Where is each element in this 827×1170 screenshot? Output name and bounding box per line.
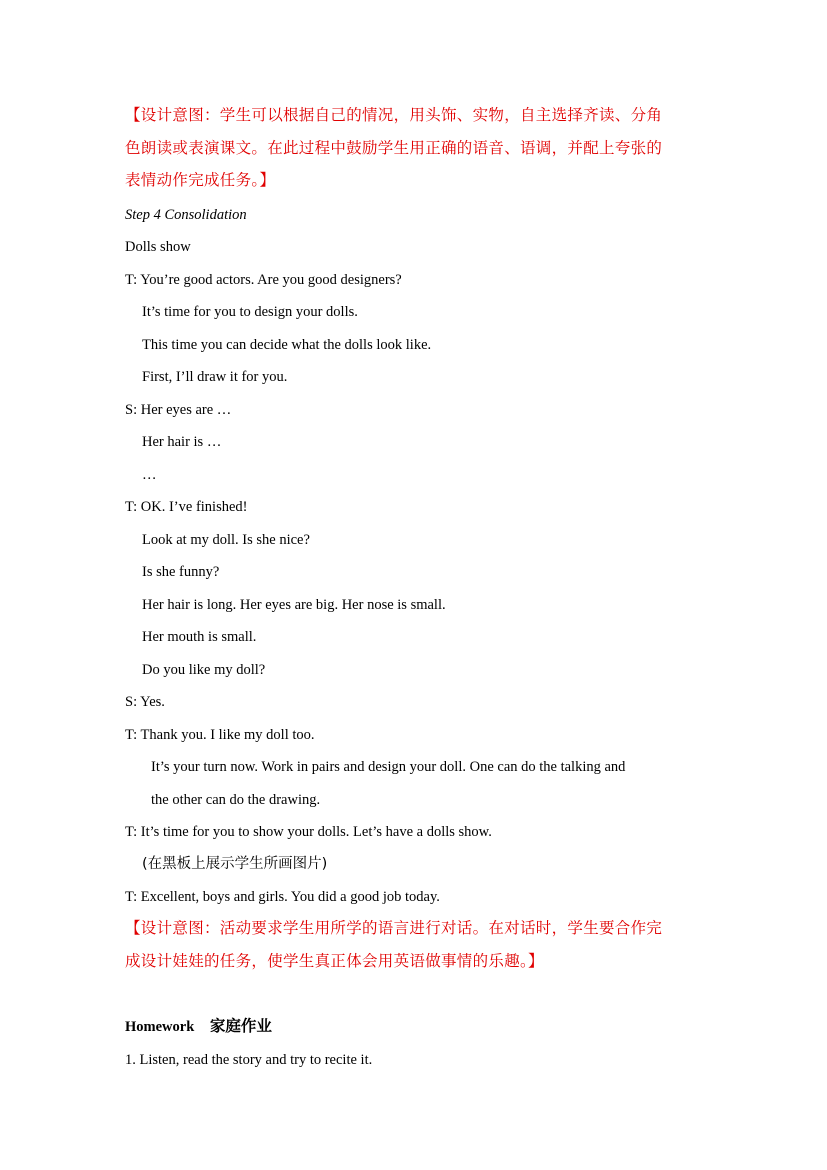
step-heading: Step 4 Consolidation	[125, 207, 247, 223]
dialogue-line: (在黑板上展示学生所画图片)	[142, 856, 328, 872]
homework-label-en: Homework	[125, 1019, 195, 1035]
subheading: Dolls show	[125, 239, 191, 255]
dialogue-line: It’s your turn now. Work in pairs and design your doll. One can do the talking and	[151, 759, 626, 775]
dialogue-line: T: It’s time for you to show your dolls. Let’s have a dolls show.	[125, 824, 492, 840]
dialogue-line: Is she funny?	[142, 564, 220, 580]
homework-heading	[125, 1017, 272, 1037]
dialogue-line: Her mouth is small.	[142, 629, 257, 645]
design-note-1-line-1: 【设计意图：学生可以根据自己的情况，用头饰、实物，自主选择齐读、分角	[125, 107, 663, 124]
dialogue-line: Do you like my doll?	[142, 662, 266, 678]
dialogue-line: It’s time for you to design your dolls.	[142, 304, 358, 320]
dialogue-line: T: OK. I’ve finished!	[125, 499, 248, 515]
dialogue-line: T: Thank you. I like my doll too.	[125, 727, 315, 743]
design-note-1-line-2: 色朗读或表演课文。在此过程中鼓励学生用正确的语音、语调，并配上夸张的	[125, 140, 663, 157]
dialogue-line: S: Yes.	[125, 694, 165, 710]
dialogue-line: T: You’re good actors. Are you good designers?	[125, 272, 402, 288]
design-note-2-line-2: 成设计娃娃的任务，使学生真正体会用英语做事情的乐趣。】	[125, 953, 544, 970]
dialogue-line: …	[142, 467, 157, 483]
design-note-2-line-1: 【设计意图：活动要求学生用所学的语言进行对话。在对话时，学生要合作完	[125, 920, 663, 937]
dialogue-line: the other can do the drawing.	[151, 792, 321, 808]
homework-item: 1. Listen, read the story and try to recite it.	[125, 1052, 373, 1068]
design-note-1-line-3: 表情动作完成任务。】	[125, 172, 276, 189]
dialogue-line: S: Her eyes are …	[125, 402, 232, 418]
dialogue-line: T: Excellent, boys and girls. You did a good job today.	[125, 889, 440, 905]
dialogue-line: This time you can decide what the dolls look like.	[142, 337, 432, 353]
dialogue-line: Look at my doll. Is she nice?	[142, 532, 310, 548]
dialogue-line: Her hair is long. Her eyes are big. Her nose is small.	[142, 597, 446, 613]
dialogue-line: First, I’ll draw it for you.	[142, 369, 288, 385]
dialogue-line: Her hair is …	[142, 434, 222, 450]
homework-label-cn: 家庭作业	[209, 1018, 272, 1035]
